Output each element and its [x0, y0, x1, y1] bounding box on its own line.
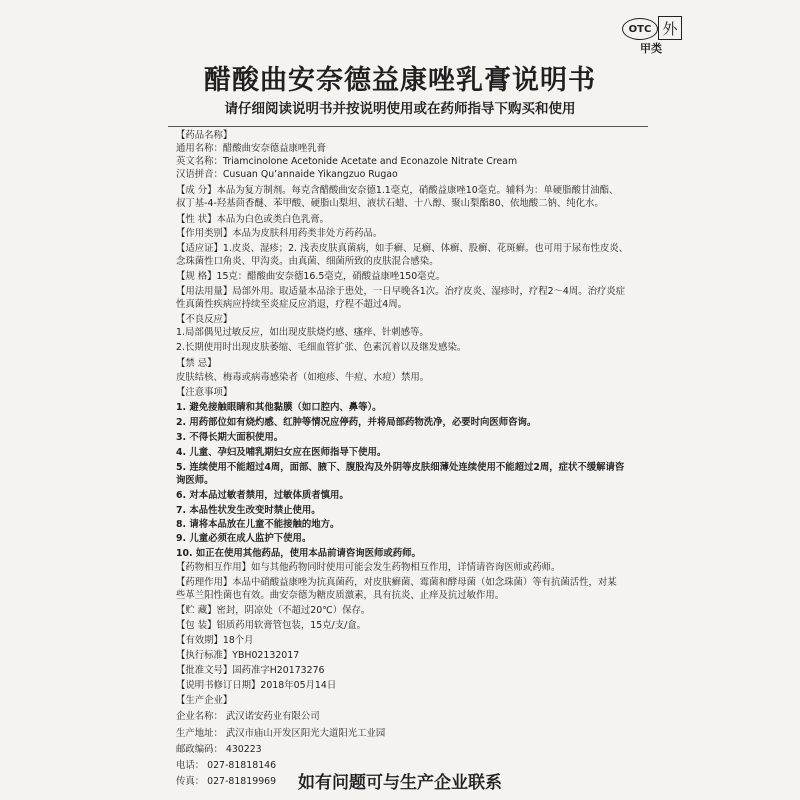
storage-section: 【贮 藏】密封，阴凉处（不超过20℃）保存。 — [176, 605, 371, 616]
pharmacology-line-2: 些革兰阳性菌也有效。曲安奈德为糖皮质激素，具有抗炎、止痒及抗过敏作用。 — [176, 590, 505, 601]
precaution-item: 3. 不得长期大面积使用。 — [176, 432, 284, 443]
validity-section: 【有效期】18个月 — [176, 635, 254, 646]
interactions-section: 【药物相互作用】如与其他药物同时使用可能会发生药物相互作用，详情请咨询医师或药师。 — [176, 562, 561, 573]
header-divider — [168, 126, 648, 127]
package-section: 【包 装】铝质药用软膏管包装，15克/支/盒。 — [176, 620, 366, 631]
precaution-item: 5. 连续使用不能超过4周，面部、腋下、腹股沟及外阴等皮肤细薄处连续使用不能超过2周，症状不缓解请咨 — [176, 462, 625, 473]
contraindications-heading: 【禁 忌】 — [176, 358, 217, 369]
dosage-line-1: 【用法用量】局部外用。取适量本品涂于患处，一日早晚各1次。治疗皮炎、湿疹时，疗程2～4周。治疗炎症 — [176, 286, 626, 297]
indications-line-2: 念珠菌性口角炎、甲沟炎。由真菌、细菌所致的皮肤混合感染。 — [176, 256, 439, 267]
precaution-item: 6. 对本品过敏者禁用，过敏体质者慎用。 — [176, 490, 349, 501]
manufacturer-phone: 电话： 027-81818146 — [176, 760, 277, 771]
standard-section: 【执行标准】YBH02132017 — [176, 650, 300, 661]
precaution-item: 10. 如正在使用其他药品，使用本品前请咨询医师或药师。 — [176, 548, 421, 559]
character-section: 【性 状】本品为白色或类白色乳膏。 — [176, 214, 329, 225]
ingredients-line-1: 【成 分】本品为复方制剂。每克含醋酸曲安奈德1.1毫克，硝酸益康唑10毫克。辅料为：单硬脂酸甘油酯、 — [176, 185, 619, 196]
adverse-item-2: 2.长期使用时出现皮肤萎缩、毛细血管扩张、色素沉着以及继发感染。 — [176, 342, 467, 353]
precaution-item: 7. 本品性状发生改变时禁止使用。 — [176, 505, 321, 516]
drug-name-heading: 【药品名称】 — [176, 130, 233, 141]
manufacturer-postcode: 邮政编码： 430223 — [176, 744, 262, 755]
document-title: 醋酸曲安奈德益康唑乳膏说明书 — [204, 65, 596, 96]
category-label: 甲类 — [640, 42, 662, 55]
revision-date-section: 【说明书修订日期】2018年05月14日 — [176, 680, 337, 691]
precaution-item: 1. 避免接触眼睛和其他黏膜（如口腔内、鼻等）。 — [176, 402, 382, 413]
pharmacology-line-1: 【药理作用】本品中硝酸益康唑为抗真菌药，对皮肤癣菌、霉菌和酵母菌（如念珠菌）等有抗菌活性，对某 — [176, 577, 617, 588]
generic-name: 通用名称：醋酸曲安奈德益康唑乳膏 — [176, 143, 327, 154]
manufacturer-address: 生产地址： 武汉市庙山开发区阳光大道阳光工业园 — [176, 728, 386, 739]
dosage-line-2: 性真菌性疾病应持续至炎症反应消退，疗程不超过4周。 — [176, 299, 407, 310]
footer-contact-note: 如有问题可与生产企业联系 — [298, 773, 502, 793]
contraindications-text: 皮肤结核、梅毒或病毒感染者（如疱疹、牛痘、水痘）禁用。 — [176, 372, 430, 383]
approval-section: 【批准文号】国药准字H20173276 — [176, 665, 325, 676]
spec-section: 【规 格】15克：醋酸曲安奈德16.5毫克，硝酸益康唑150毫克。 — [176, 271, 446, 282]
manufacturer-fax: 传真： 027-81819969 — [176, 776, 277, 787]
precaution-item: 2. 用药部位如有烧灼感、红肿等情况应停药，并将局部药物洗净，必要时向医师咨询。 — [176, 417, 537, 428]
precautions-heading: 【注意事项】 — [176, 387, 233, 398]
precaution-item: 询医师。 — [176, 475, 214, 486]
document-subtitle: 请仔细阅读说明书并按说明使用或在药师指导下购买和使用 — [224, 101, 576, 117]
pinyin-name: 汉语拼音：Cusuan Qu’annaide Yikangzuo Rugao — [176, 169, 398, 180]
manufacturer-name: 企业名称： 武汉诺安药业有限公司 — [176, 711, 320, 722]
otc-badge: OTC — [622, 18, 658, 40]
adverse-item-1: 1.局部偶见过敏反应，如出现皮肤烧灼感、瘙痒、针刺感等。 — [176, 327, 429, 338]
english-name: 英文名称：Triamcinolone Acetonide Acetate and Econazole Nitrate Cream — [176, 156, 518, 167]
indications-line-1: 【适应证】1.皮炎、湿疹；2. 浅表皮肤真菌病，如手癣、足癣、体癣、股癣、花斑癣。也可用于尿布性皮炎、 — [176, 243, 629, 254]
ingredients-line-2: 叔丁基-4-羟基茴香醚、苯甲酸、硬脂山梨坦、液状石蜡、十八醇、聚山梨酯80、依地酸二钠、纯化水。 — [176, 198, 604, 209]
adverse-heading: 【不良反应】 — [176, 314, 233, 325]
external-use-mark: 外 — [658, 16, 682, 40]
precaution-item: 8. 请将本品放在儿童不能接触的地方。 — [176, 519, 340, 530]
precaution-item: 9. 儿童必须在成人监护下使用。 — [176, 533, 312, 544]
category-section: 【作用类别】本品为皮肤科用药类非处方药药品。 — [176, 228, 383, 239]
precaution-item: 4. 儿童、孕妇及哺乳期妇女应在医师指导下使用。 — [176, 447, 387, 458]
manufacturer-heading: 【生产企业】 — [176, 695, 233, 706]
